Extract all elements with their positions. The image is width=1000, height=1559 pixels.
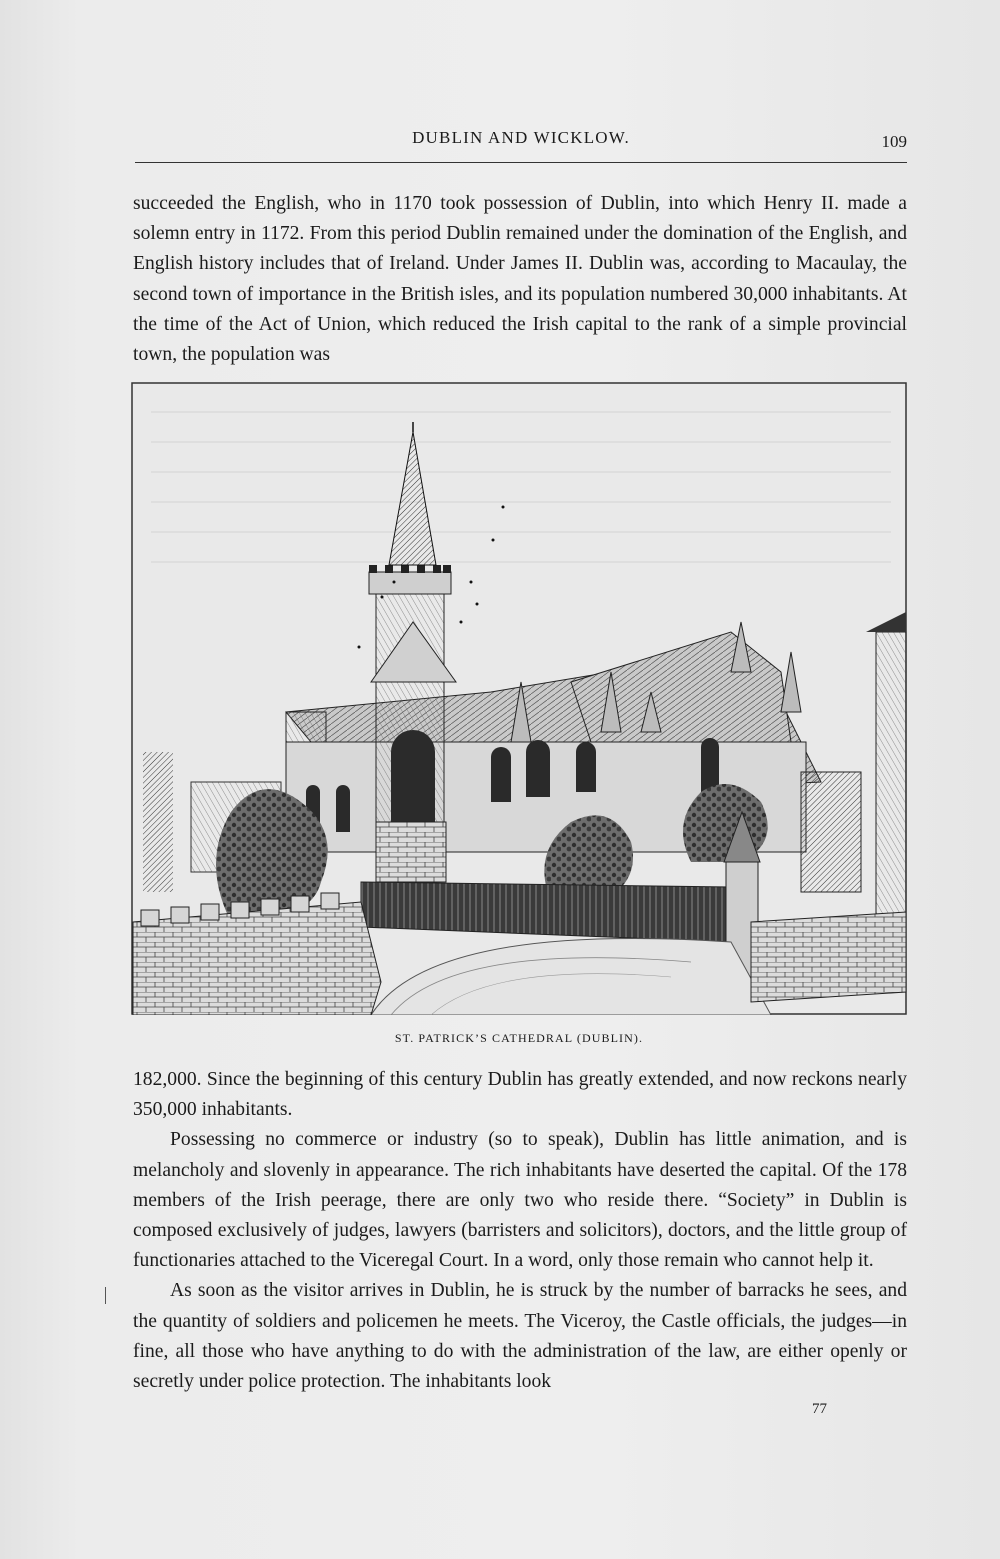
st-patricks-cathedral-engraving [131, 382, 907, 1015]
paragraph-population: 182,000. Since the beginning of this century Dublin has greatly extended, and now reckons nearly 350,000 inhabitants. [133, 1069, 907, 1121]
text-block-bottom [133, 1065, 907, 1397]
header-rule [135, 162, 907, 163]
text-block-top [133, 189, 907, 370]
margin-mark [105, 1287, 106, 1304]
figure-caption: ST. PATRICK’S CATHEDRAL (DUBLIN). [394, 1031, 644, 1045]
signature-number: 77 [812, 1401, 827, 1417]
page-number: 109 [881, 132, 907, 151]
running-head [135, 128, 907, 158]
paragraph-society: Possessing no commerce or industry (so to speak), Dublin has little animation, and is melancholy and slovenly in appearance. The rich inhabitants have deserted the capital. Of the 178 members of the Irish peerage, there are only two who reside there. “Society” in Dublin is composed exclusively of judges, lawyers (barristers and solicitors), doctors, and the little group of functionaries attached to the Viceregal Court. In a word, only those remain who cannot help it. [133, 1129, 907, 1272]
cathedral-figure [131, 382, 907, 1015]
paragraph-barracks: As soon as the visitor arrives in Dublin, he is struck by the number of barracks he sees, and the quantity of soldiers and policemen he meets. The Viceroy, the Castle officials, the judges—in fine, all those who have anything to do with the administration of the law, are either openly or secretly under police protection. The inhabitants look [133, 1280, 907, 1393]
running-title: DUBLIN AND WICKLOW. [412, 128, 630, 147]
paragraph-english-domination: succeeded the English, who in 1170 took possession of Dublin, into which Henry II. made a solemn entry in 1172. From this period Dublin remained under the domination of the English, and English history includes that of Ireland. Under James II. Dublin was, according to Macaulay, the second town of importance in the British isles, and its population numbered 30,000 inhabitants. At the time of the Act of Union, which reduced the Irish capital to the rank of a simple provincial town, the population was [133, 193, 907, 366]
